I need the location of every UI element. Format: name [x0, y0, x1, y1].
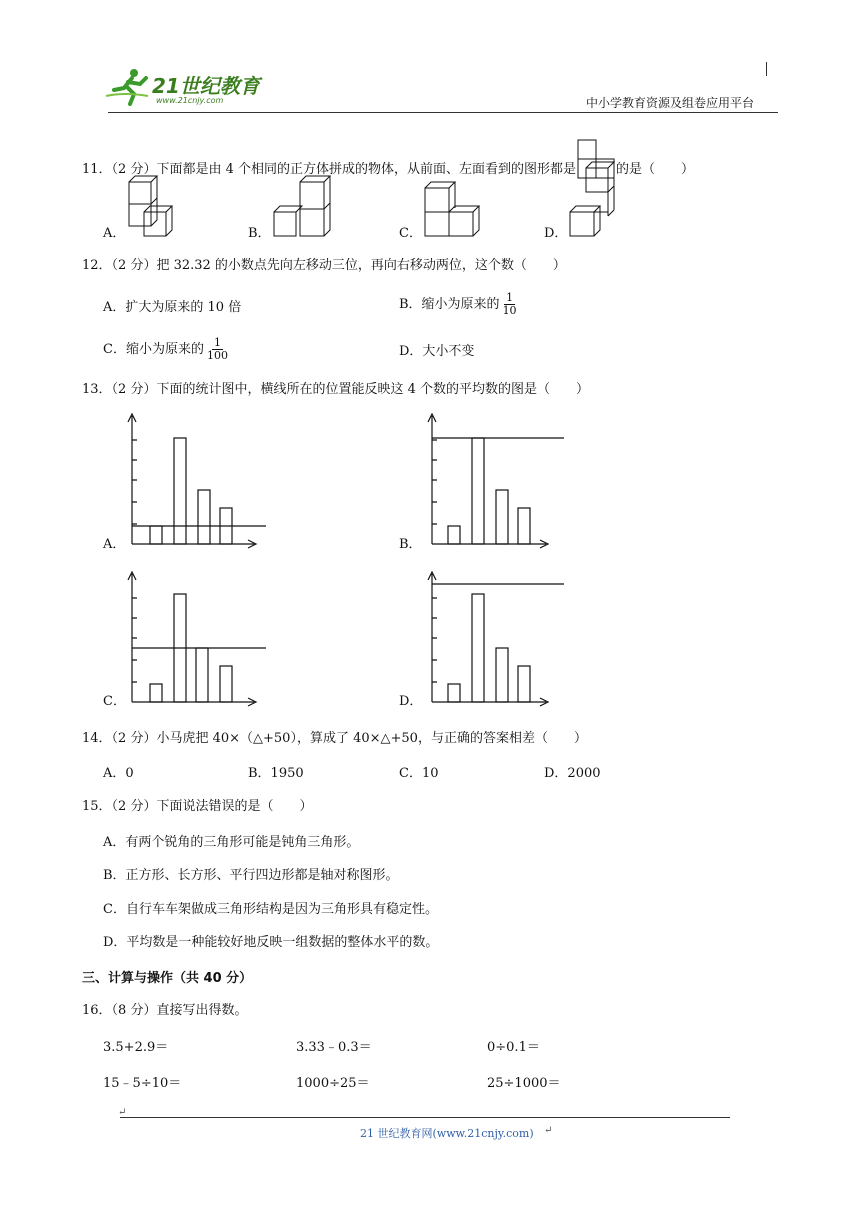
q16-expr-5: 1000÷25＝ [296, 1076, 370, 1091]
q12-option-c-label: C．缩小为原来的 [103, 342, 204, 357]
q13-option-c[interactable]: C． [103, 694, 126, 709]
q11-option-a[interactable]: A． [103, 226, 126, 241]
question-14: 14．（2 分）小马虎把 40×（△+50），算成了 40×△+50，与正确的答案相差（ ） [82, 731, 587, 746]
q16-expr-4: 15﹣5÷10＝ [103, 1076, 182, 1091]
question-13: 13．（2 分）下面的统计图中，横线所在的位置能反映这 4 个数的平均数的图是（ ） [82, 382, 589, 397]
q11-option-c[interactable]: C． [399, 226, 422, 241]
q11-stem-end: 的是（ ） [615, 162, 694, 177]
cube-stack-c-icon [422, 180, 492, 240]
question-15: 15．（2 分）下面说法错误的是（ ） [82, 799, 313, 814]
question-16: 16．（8 分）直接写出得数。 [82, 1003, 248, 1018]
q14-option-c[interactable]: C．10 [399, 766, 439, 781]
fraction: $\frac{1}{100}$ [206, 336, 228, 362]
q11-stem: 11．（2 分）下面都是由 4 个相同的正方体拼成的物体，从前面、左面看到的图形都是 [82, 162, 576, 177]
bar-chart-d [424, 568, 574, 708]
section-title: 三、计算与操作（共 40 分） [82, 971, 253, 986]
cube-stack-d-icon [566, 160, 626, 238]
fraction: $\frac{1}{10}$ [502, 291, 517, 317]
q15-option-a[interactable]: A．有两个锐角的三角形可能是钝角三角形。 [103, 835, 360, 850]
bar-chart-c [124, 568, 274, 708]
return-mark-icon: ↵ [544, 1125, 553, 1136]
page-marker [766, 62, 767, 76]
q14-option-b[interactable]: B．1950 [248, 766, 304, 781]
header [0, 0, 860, 120]
logo [104, 66, 284, 110]
q16-expr-1: 3.5+2.9＝ [103, 1040, 169, 1055]
q15-option-b[interactable]: B．正方形、长方形、平行四边形都是轴对称图形。 [103, 868, 399, 883]
return-mark-icon: ↵ [118, 1107, 127, 1118]
q12-option-b-label: B．缩小为原来的 [399, 297, 500, 312]
cube-stack-a-icon [124, 172, 184, 238]
q16-expr-3: 0÷0.1＝ [487, 1040, 540, 1055]
footer-text[interactable]: 21 世纪教育网(www.21cnjy.com) [360, 1127, 534, 1140]
q12-option-c[interactable] [103, 337, 230, 362]
q13-option-d[interactable]: D． [399, 694, 423, 709]
footer-divider [120, 1117, 730, 1118]
q16-expr-2: 3.33﹣0.3＝ [296, 1040, 372, 1055]
bar-chart-a [124, 410, 274, 550]
q12-option-a[interactable]: A．扩大为原来的 10 倍 [103, 300, 242, 315]
q11-option-b[interactable]: B． [248, 226, 271, 241]
question-12: 12．（2 分）把 32.32 的小数点先向左移动三位，再向右移动两位，这个数（ ） [82, 258, 566, 273]
cube-stack-b-icon [272, 172, 342, 238]
logo-text: 21世纪教育 [152, 74, 260, 98]
q11-option-d[interactable]: D． [544, 226, 568, 241]
logo-url: www.21cnjy.com [156, 96, 224, 105]
q16-expr-6: 25÷1000＝ [487, 1076, 561, 1091]
q13-option-a[interactable]: A． [103, 537, 126, 552]
q12-option-b[interactable] [399, 292, 519, 317]
header-divider [108, 112, 778, 113]
q14-option-d[interactable]: D．2000 [544, 766, 601, 781]
platform-name: 中小学教育资源及组卷应用平台 [586, 96, 755, 110]
bar-chart-b [424, 410, 574, 550]
q12-option-d[interactable]: D．大小不变 [399, 344, 475, 359]
runner-logo-icon [104, 66, 154, 106]
q15-option-d[interactable]: D．平均数是一种能较好地反映一组数据的整体水平的数。 [103, 935, 439, 950]
q15-option-c[interactable]: C．自行车车架做成三角形结构是因为三角形具有稳定性。 [103, 902, 438, 917]
q14-option-a[interactable]: A．0 [103, 766, 134, 781]
q13-option-b[interactable]: B． [399, 537, 422, 552]
